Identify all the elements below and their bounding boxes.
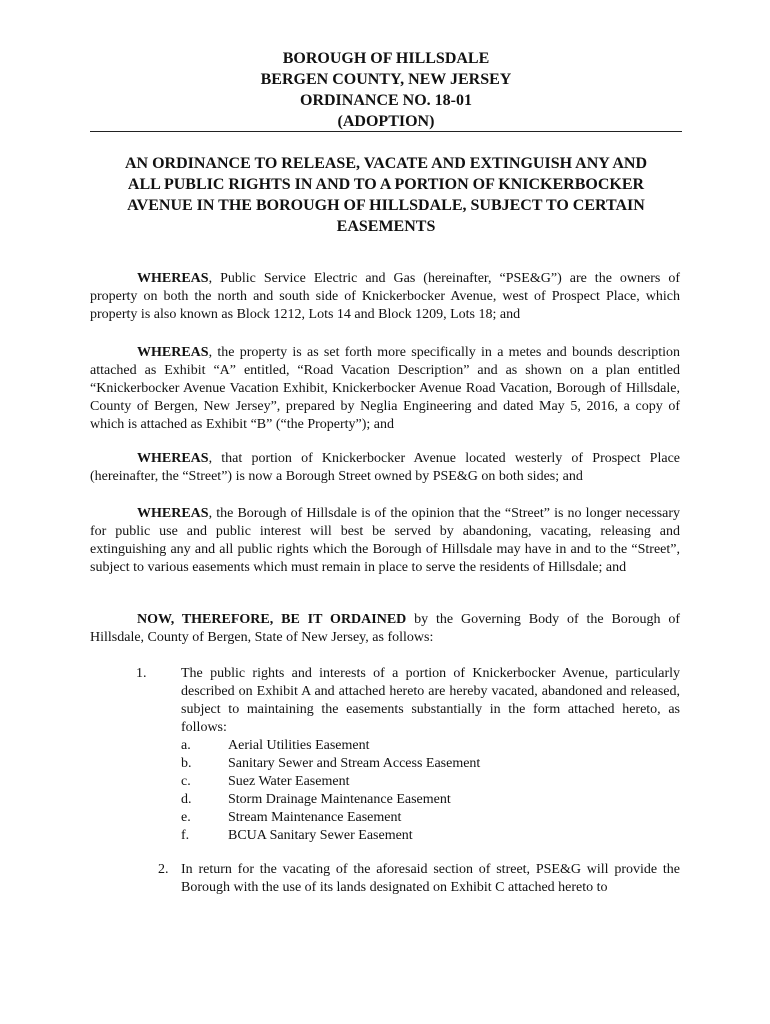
paragraph-lead: WHEREAS	[137, 506, 209, 521]
paragraph-text: , the Borough of Hillsdale is of the opinion that the “Street” is no longer necessary for public use and public interest will best be served by abandoning, vacating, releasing and extinguishing any and all public rights which the Borough of Hillsdale may have in and to the “Street”, subject to various easements which must remain in place to serve the residents of Hillsdale; and	[90, 506, 680, 575]
whereas-paragraph-2	[90, 344, 680, 434]
whereas-paragraph-3	[90, 450, 680, 486]
easement-name: Sanitary Sewer and Stream Access Easement	[228, 756, 481, 771]
paragraph-lead: WHEREAS	[137, 271, 209, 286]
easement-letter: b.	[181, 756, 192, 771]
item-body	[181, 665, 680, 845]
easement-item	[181, 737, 680, 755]
paragraph-lead: WHEREAS	[137, 345, 209, 360]
easement-letter: f.	[181, 828, 190, 843]
easement-letter: d.	[181, 792, 192, 807]
item-text: The public rights and interests of a portion of Knickerbocker Avenue, particularly described on Exhibit A and attached hereto are hereby vacated, abandoned and released, subject to maintaining the easements substantially in the form attached hereto, as follows:	[181, 666, 680, 735]
ordinance-title	[90, 153, 682, 237]
item-number: 2.	[158, 862, 169, 877]
easement-letter: c.	[181, 774, 191, 789]
header-ordinance-number: ORDINANCE NO. 18-01	[300, 92, 472, 109]
easement-name: Stream Maintenance Easement	[228, 810, 402, 825]
title-line-4: EASEMENTS	[336, 218, 436, 235]
title-line-1: AN ORDINANCE TO RELEASE, VACATE AND EXTINGUISH ANY AND	[124, 155, 648, 172]
title-line-3: AVENUE IN THE BOROUGH OF HILLSDALE, SUBJECT TO CERTAIN	[127, 197, 645, 214]
header-county: BERGEN COUNTY, NEW JERSEY	[260, 71, 512, 88]
easement-name: Storm Drainage Maintenance Easement	[228, 792, 451, 807]
header-borough: BOROUGH OF HILLSDALE	[282, 50, 490, 67]
easement-name: BCUA Sanitary Sewer Easement	[228, 828, 413, 843]
easement-name: Aerial Utilities Easement	[228, 738, 370, 753]
easement-list	[181, 737, 680, 845]
paragraph-text: , Public Service Electric and Gas (hereinafter, “PSE&G”) are the owners of property on both the north and south side of Knickerbocker Avenue, west of Prospect Place, which property is also known as Block 1212, Lots 14 and Block 1209, Lots 18; and	[90, 271, 680, 322]
easement-name: Suez Water Easement	[228, 774, 350, 789]
header-divider	[90, 131, 682, 132]
item-text: In return for the vacating of the aforesaid section of street, PSE&G will provide the Borough with the use of its lands designated on Exhibit C attached hereto to	[181, 862, 680, 895]
easement-item	[181, 791, 680, 809]
whereas-paragraph-4	[90, 505, 680, 577]
easement-item	[181, 755, 680, 773]
paragraph-text: , that portion of Knickerbocker Avenue located westerly of Prospect Place (hereinafter, the “Street”) is now a Borough Street owned by PSE&G on both sides; and	[90, 451, 680, 484]
paragraph-lead: WHEREAS	[137, 451, 209, 466]
easement-item	[181, 827, 680, 845]
ordained-paragraph	[90, 611, 680, 647]
easement-letter: a.	[181, 738, 191, 753]
easement-item	[181, 773, 680, 791]
paragraph-text: by the Governing Body of the Borough of Hillsdale, County of Bergen, State of New Jersey, as follows:	[90, 612, 680, 645]
whereas-paragraph-1	[90, 270, 680, 324]
paragraph-lead: NOW, THEREFORE, BE IT ORDAINED	[137, 612, 407, 627]
easement-letter: e.	[181, 810, 191, 825]
item-number: 1.	[136, 666, 147, 681]
document-header	[90, 48, 682, 132]
title-line-2: ALL PUBLIC RIGHTS IN AND TO A PORTION OF KNICKERBOCKER	[127, 176, 645, 193]
paragraph-text: , the property is as set forth more specifically in a metes and bounds description attached as Exhibit “A” entitled, “Road Vacation Description” and as shown on a plan entitled “Knickerbocker Avenue Vacation Exhibit, Knickerbocker Avenue Road Vacation, Borough of Hillsdale, County of Bergen, New Jersey”, prepared by Neglia Engineering and dated May 5, 2016, a copy of which is attached as Exhibit “B” (“the Property”); and	[90, 345, 680, 432]
header-adoption: (ADOPTION)	[337, 113, 435, 130]
easement-item	[181, 809, 680, 827]
